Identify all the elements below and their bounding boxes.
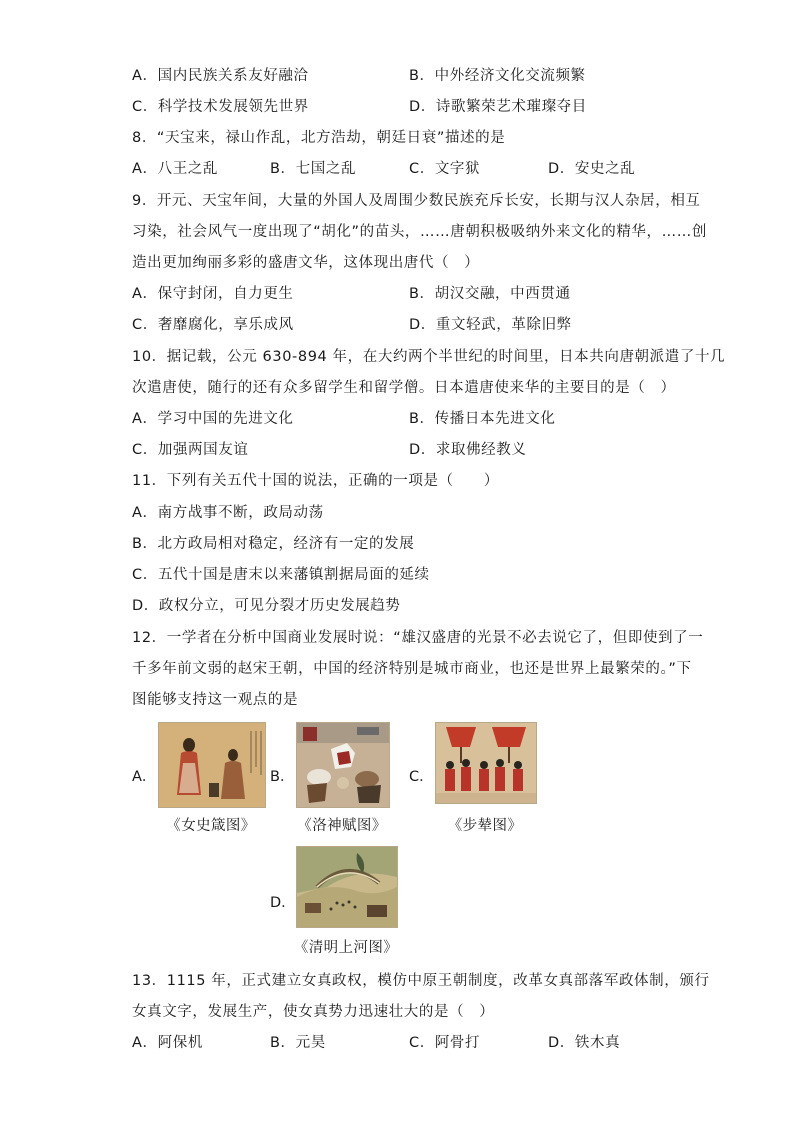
- q10-option-b: B．传播日本先进文化: [409, 411, 556, 427]
- q9-option-a: A．保守封闭，自力更生: [132, 286, 294, 302]
- q12-option-c-image: [435, 722, 537, 804]
- q9-option-d: D．重文轻武，革除旧弊: [409, 317, 572, 333]
- q11-option-d: D．政权分立，可见分裂才历史发展趋势: [132, 598, 401, 614]
- q12-stem-line-2: 千多年前文弱的赵宋王朝，中国的经济特别是城市商业，也还是世界上最繁荣的。”下: [132, 661, 692, 677]
- q10-option-c: C．加强两国友谊: [132, 442, 249, 458]
- q10-option-d: D．求取佛经教义: [409, 442, 527, 458]
- q12-option-a-caption: 《女史箴图》: [166, 818, 256, 834]
- q7-option-b: B．中外经济文化交流频繁: [409, 68, 586, 84]
- q9-stem-line-1: 9．开元、天宝年间，大量的外国人及周围少数民族充斥长安，长期与汉人杂居，相互: [132, 193, 701, 209]
- q12-option-d-caption: 《清明上河图》: [293, 940, 399, 956]
- q7-option-c: C．科学技术发展领先世界: [132, 99, 309, 115]
- q12-option-b-caption: 《洛神赋图》: [297, 818, 387, 834]
- q12-option-c-caption: 《步辇图》: [447, 818, 523, 834]
- q7-option-a: A．国内民族关系友好融洽: [132, 68, 309, 84]
- q11-option-b: B．北方政局相对稳定，经济有一定的发展: [132, 536, 415, 552]
- q7-option-d: D．诗歌繁荣艺术璀璨夺目: [409, 99, 587, 115]
- q12-stem-line-1: 12．一学者在分析中国商业发展时说：“雄汉盛唐的光景不必去说它了，但即使到了一: [132, 630, 704, 646]
- q11-option-c: C．五代十国是唐末以来藩镇割据局面的延续: [132, 567, 430, 583]
- q9-option-b: B．胡汉交融，中西贯通: [409, 286, 571, 302]
- q13-option-c: C．阿骨打: [409, 1035, 481, 1051]
- q12-option-d-letter: D．: [270, 895, 296, 911]
- q8-option-a: A．八王之乱: [132, 161, 219, 177]
- q8-option-b: B．七国之乱: [270, 161, 357, 177]
- q12-option-c-letter: C．: [409, 769, 434, 785]
- q12-option-b-letter: B．: [270, 769, 295, 785]
- q12-option-b-image: [296, 722, 390, 808]
- q10-stem-line-1: 10．据记载，公元 630-894 年，在大约两个半世纪的时间里，日本共向唐朝派遣了十几: [132, 349, 726, 365]
- q13-stem-line-2: 女真文字，发展生产，使女真势力迅速壮大的是（ ）: [132, 1004, 495, 1020]
- q12-option-d-image: [296, 846, 398, 928]
- q12-option-a-letter: A．: [132, 769, 157, 785]
- q13-option-a: A．阿保机: [132, 1035, 203, 1051]
- q8-option-c: C．文字狱: [409, 161, 481, 177]
- q13-option-b: B．元昊: [270, 1035, 326, 1051]
- q9-option-c: C．奢靡腐化，享乐成风: [132, 317, 294, 333]
- q8-option-d: D．安史之乱: [548, 161, 636, 177]
- q10-option-a: A．学习中国的先进文化: [132, 411, 294, 427]
- q9-stem-line-2: 习染，社会风气一度出现了“胡化”的苗头，……唐朝积极吸纳外来文化的精华，……创: [132, 224, 707, 240]
- q13-option-d: D．铁木真: [548, 1035, 621, 1051]
- q11-option-a: A．南方战事不断，政局动荡: [132, 505, 324, 521]
- q13-stem-line-1: 13．1115 年，正式建立女真政权，模仿中原王朝制度，改革女真部落军政体制，颁行: [132, 973, 710, 989]
- q12-option-a-image: [158, 722, 266, 808]
- q8-stem: 8．“天宝来，禄山作乱，北方浩劫，朝廷日衰”描述的是: [132, 130, 506, 146]
- q12-stem-line-3: 图能够支持这一观点的是: [132, 692, 299, 708]
- q10-stem-line-2: 次遣唐使，随行的还有众多留学生和留学僧。日本遣唐使来华的主要目的是（ ）: [132, 380, 676, 396]
- q9-stem-line-3: 造出更加绚丽多彩的盛唐文华，这体现出唐代（ ）: [132, 255, 480, 271]
- q11-stem: 11．下列有关五代十国的说法，正确的一项是（ ）: [132, 473, 499, 489]
